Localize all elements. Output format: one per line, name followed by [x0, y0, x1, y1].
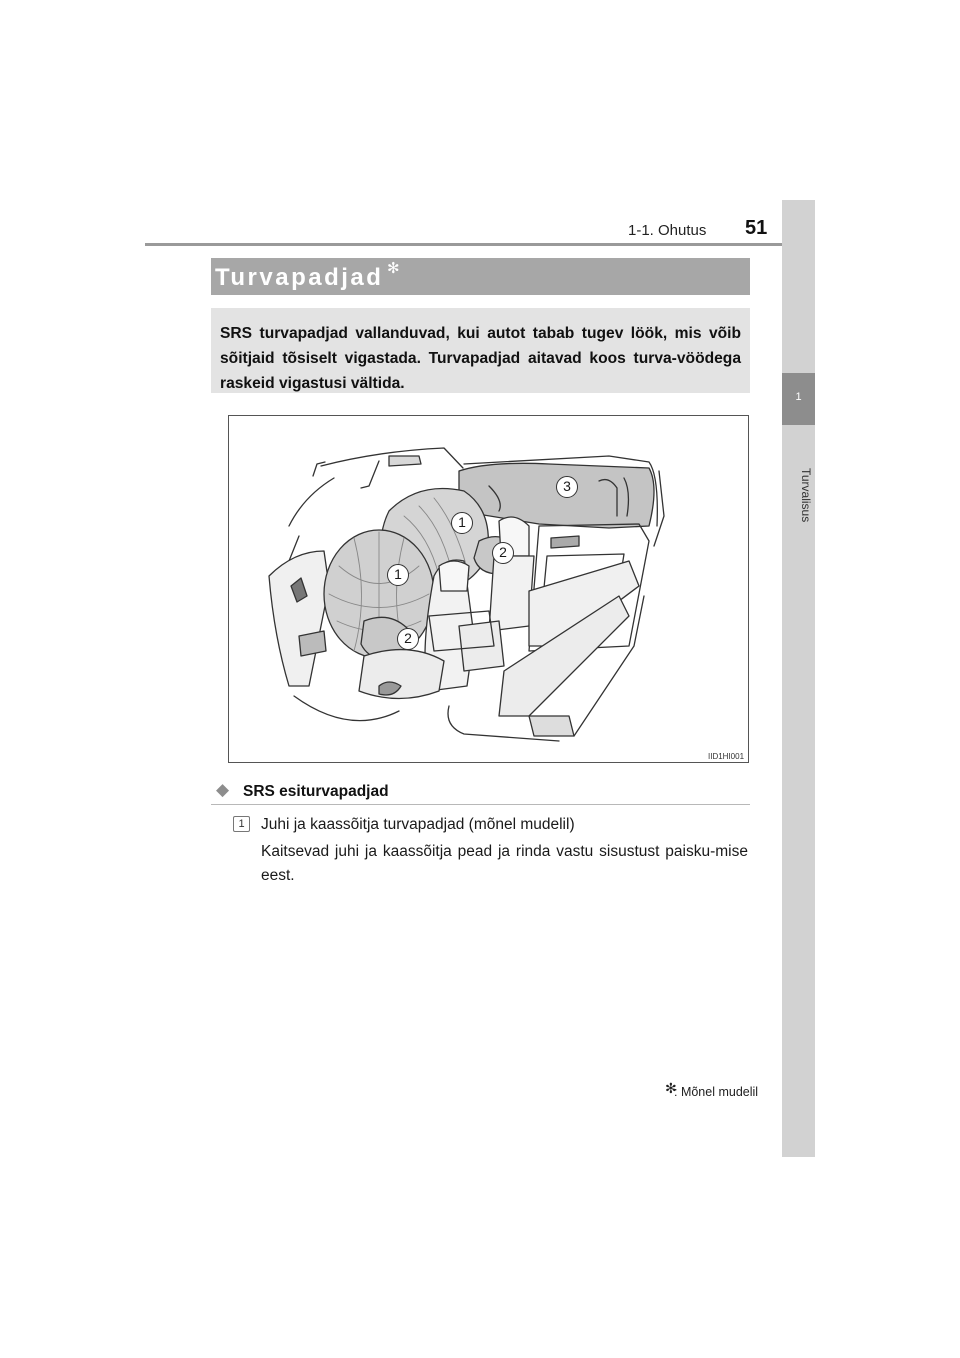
footnote-text: : Mõnel mudelil	[674, 1085, 759, 1099]
subsection-heading: SRS esiturvapadjad	[243, 783, 389, 800]
airbag-illustration	[228, 415, 749, 763]
callout-1-upper: 1	[451, 512, 473, 534]
title-asterisk: ✻	[387, 260, 400, 277]
callout-2-lower: 2	[397, 628, 419, 650]
car-interior-drawing	[229, 416, 748, 762]
page-title: Turvapadjad	[215, 264, 384, 291]
section-label: 1-1. Ohutus	[628, 222, 707, 239]
callout-3: 3	[556, 476, 578, 498]
item-number-badge: 1	[233, 816, 250, 832]
chapter-side-bar	[782, 200, 815, 1157]
chapter-tab-number: 1	[795, 391, 802, 403]
diamond-bullet-icon: ◆	[216, 780, 230, 799]
item-description: Kaitsevad juhi ja kaassõitja pead ja rinda vastu sisustust paisku-mise eest.	[261, 843, 748, 884]
footnote-asterisk: ✻	[665, 1080, 677, 1096]
intro-text: SRS turvapadjad vallanduvad, kui autot tabab tugev löök, mis võib sõitjaid tõsiselt vigastada. Turvapadjad aitavad koos turva-vöödega raskeid vigastusi vältida.	[220, 325, 741, 392]
page-number: 51	[745, 217, 768, 239]
header-rule	[145, 243, 815, 246]
subsection-rule	[211, 804, 750, 805]
item-title: Juhi ja kaassõitja turvapadjad (mõnel mudelil)	[261, 816, 575, 833]
callout-1-lower: 1	[387, 564, 409, 586]
chapter-name: Turvalisus	[799, 468, 813, 523]
figure-code: IID1HI001	[708, 752, 745, 761]
callout-2-upper: 2	[492, 542, 514, 564]
